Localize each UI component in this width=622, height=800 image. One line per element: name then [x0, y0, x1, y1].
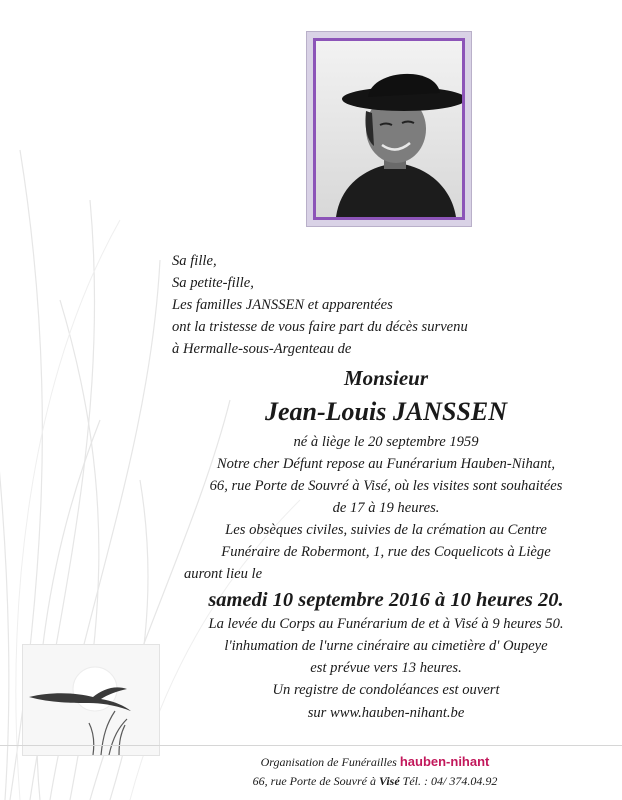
intro-line-1: Sa fille,: [172, 253, 217, 269]
intro-line-5: à Hermalle-sous-Argenteau de: [172, 341, 352, 357]
portrait-frame: [306, 31, 472, 227]
footer-org-prefix: Organisation de Funérailles: [260, 755, 397, 769]
intro-line-4: ont la tristesse de vous faire part du décès survenu: [172, 319, 468, 335]
intro-line-2: Sa petite-fille,: [172, 275, 254, 291]
registre-line-1: Un registre de condoléances est ouvert: [272, 682, 500, 698]
deceased-name: Jean-Louis JANSSEN: [265, 397, 507, 426]
portrait-photo: [316, 41, 462, 217]
registre-line-2: sur www.hauben-nihant.be: [307, 705, 465, 721]
birth-line: né à liège le 20 septembre 1959: [293, 434, 479, 450]
deceased-salutation: Monsieur: [343, 366, 429, 390]
portrait-border: [313, 38, 465, 220]
obseques-line-2: Funéraire de Robermont, 1, rue des Coquelicots à Liège: [221, 544, 551, 560]
footer-divider: [0, 745, 622, 746]
intro-line-3: Les familles JANSSEN et apparentées: [172, 297, 393, 313]
inhumation-line-2: est prévue vers 13 heures.: [310, 660, 462, 676]
footer-organisation: [205, 754, 545, 770]
repose-line-2: 66, rue Porte de Souvré à Visé, où les visites sont souhaitées: [209, 478, 563, 494]
bird-illustration: [22, 644, 160, 756]
ceremony-date: samedi 10 septembre 2016 à 10 heures 20.: [208, 589, 564, 611]
repose-line-3: de 17 à 19 heures.: [332, 500, 440, 516]
inhumation-line-1: l'inhumation de l'urne cinéraire au cimetière d' Oupeye: [224, 638, 548, 654]
footer-phone: Tél. : 04/ 374.04.92: [402, 774, 498, 788]
footer-brand: hauben-nihant: [399, 754, 490, 769]
footer-address: [205, 774, 545, 789]
footer-address-street: 66, rue Porte de Souvré à: [252, 774, 376, 788]
levee-line: La levée du Corps au Funérarium de et à Visé à 9 heures 50.: [208, 616, 564, 632]
repose-line-1: Notre cher Défunt repose au Funérarium Hauben-Nihant,: [216, 456, 556, 472]
obseques-line-1: Les obsèques civiles, suivies de la crémation au Centre: [225, 522, 547, 538]
footer-address-city: Visé: [378, 774, 400, 788]
bird-icon: [23, 645, 159, 755]
obseques-line-3: auront lieu le: [184, 566, 263, 582]
